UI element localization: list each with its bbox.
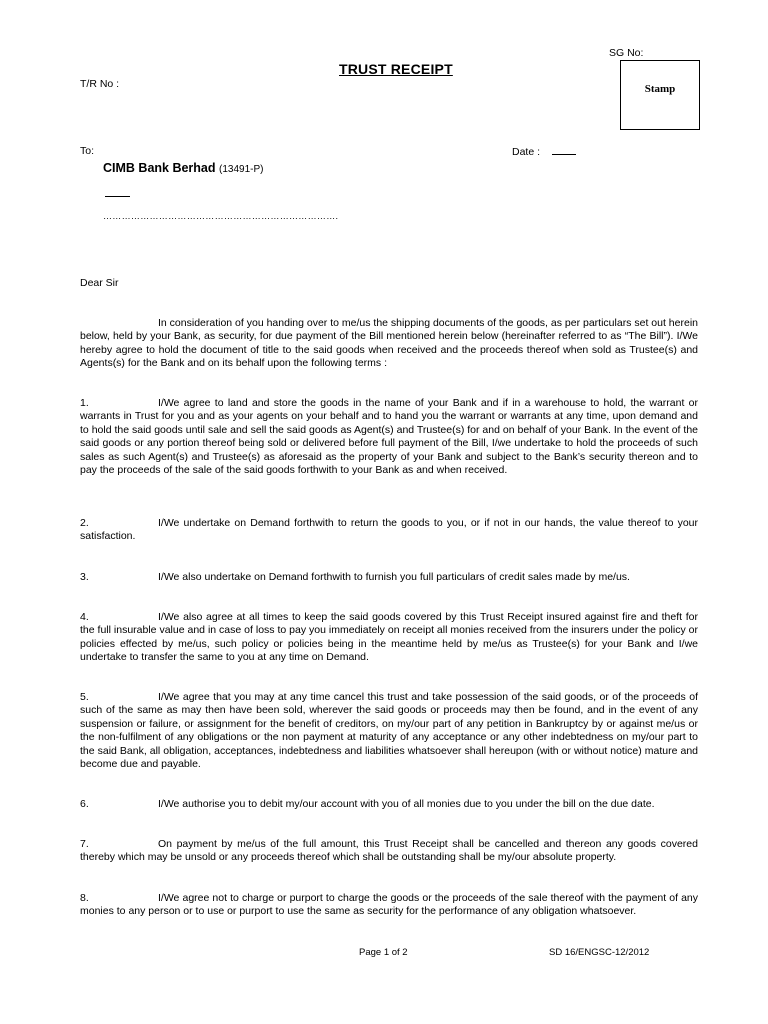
stamp-box: [620, 60, 700, 130]
clause-text: I/We also undertake on Demand forthwith to furnish you full particulars of credit sales made by me/us.: [158, 571, 630, 583]
clause-number: 3.: [80, 571, 89, 583]
salutation: Dear Sir: [80, 277, 119, 289]
intro-text: In consideration of you handing over to me/us the shipping documents of the goods, as per particulars set out herein below, held by your Bank, as security, for due payment of the Bill mentioned herein below (hereinafter referred to as “The Bill”). I/We hereby agree to hold the document of title to the said goods when received and the proceeds thereof when sold as Trustee(s) and Agents(s) for the Bank and on its behalf upon the following terms :: [80, 317, 698, 370]
date-field: [512, 145, 576, 158]
bank-name-line: [103, 161, 263, 175]
clause-text: I/We authorise you to debit my/our account with you of all monies due to you under the bill on the due date.: [158, 798, 655, 810]
bank-registration: (13491-P): [219, 164, 264, 175]
stamp-label: Stamp: [644, 83, 676, 95]
address-dotted-line: ………………………………………………………………….: [103, 211, 339, 221]
clause-number: 4.: [80, 611, 89, 623]
clause-number: 1.: [80, 397, 89, 409]
clause-number: 2.: [80, 517, 89, 529]
address-blank-line: [105, 196, 130, 197]
clause-text: I/We undertake on Demand forthwith to return the goods to you, or if not in our hands, the value thereof to your satisfaction.: [80, 517, 698, 543]
page-number: Page 1 of 2: [359, 947, 408, 958]
clause-number: 7.: [80, 838, 89, 850]
bank-name: CIMB Bank Berhad: [103, 161, 216, 175]
clause-2: [80, 517, 698, 544]
clause-4: [80, 611, 698, 665]
clause-5: [80, 691, 698, 771]
clause-text: I/We agree not to charge or purport to charge the goods or the proceeds of the sale thereof with the payment of any monies to any person or to use or purport to use the same as security for the performance of any obligation whatsoever.: [80, 892, 698, 918]
clause-number: 6.: [80, 798, 89, 810]
document-title: TRUST RECEIPT: [339, 61, 453, 77]
clause-3: [80, 571, 698, 584]
clause-number: 8.: [80, 892, 89, 904]
date-blank-line: [552, 145, 576, 155]
document-code: SD 16/ENGSC-12/2012: [549, 947, 650, 958]
to-label: To:: [80, 145, 95, 157]
clause-6: [80, 798, 698, 811]
clause-7: [80, 838, 698, 865]
date-label: Date :: [512, 146, 541, 158]
sg-no-label: SG No:: [609, 47, 644, 59]
clause-text: I/We agree to land and store the goods in the name of your Bank and if in a warehouse to hold, the warrant or warrants in Trust for you and as your agents on your behalf and to hand you the warrant or warrants at any time, upon demand and to hold the said goods until sale and sell the said goods as Agent(s) and Trustee(s) for and on behalf of your Bank. In the event of the said goods or any portion thereof being sold or delivered before full payment of the Bill, I/we undertake to hold the proceeds of such sales as such Agent(s) and Trustee(s) as aforesaid as the property of your Bank and subject to the Bank’s security thereon and to pay the proceeds of the sale of the said goods forthwith to your Bank as and when received.: [80, 397, 698, 477]
clause-number: 5.: [80, 691, 89, 703]
clause-text: On payment by me/us of the full amount, this Trust Receipt shall be cancelled and thereon any goods covered thereby which may be unsold or any proceeds thereof which shall be outstanding shall be my/our absolute property.: [80, 838, 698, 864]
clause-8: [80, 892, 698, 919]
tr-no-label: T/R No :: [80, 78, 120, 90]
intro-paragraph: [80, 317, 698, 371]
clause-1: [80, 397, 698, 477]
clause-text: I/We also agree at all times to keep the said goods covered by this Trust Receipt insured against fire and theft for the full insurable value and in case of loss to pay you immediately on receipt all monies received from the insurers under the policy or policies effected by me/us, such policy or policies being in the meantime held by me/us as Trustee(s) for your Bank and I/we undertake to transfer the same to you at any time on Demand.: [80, 611, 698, 664]
clause-text: I/We agree that you may at any time cancel this trust and take possession of the said goods, or of the proceeds of such of the same as may then have been sold, wherever the said goods or proceeds may then be found, and in the event of any suspension or failure, or assignment for the benefit of creditors, on my/our part of any petition in Bankruptcy by or against me/us or the non-fulfilment of any obligations or the non payment at maturity of any acceptance or any other indebtedness on my/our part to the said Bank, all obligation, acceptances, indebtedness and liabilities whatsoever shall hereupon (with or without notice) mature and become due and payable.: [80, 691, 698, 771]
